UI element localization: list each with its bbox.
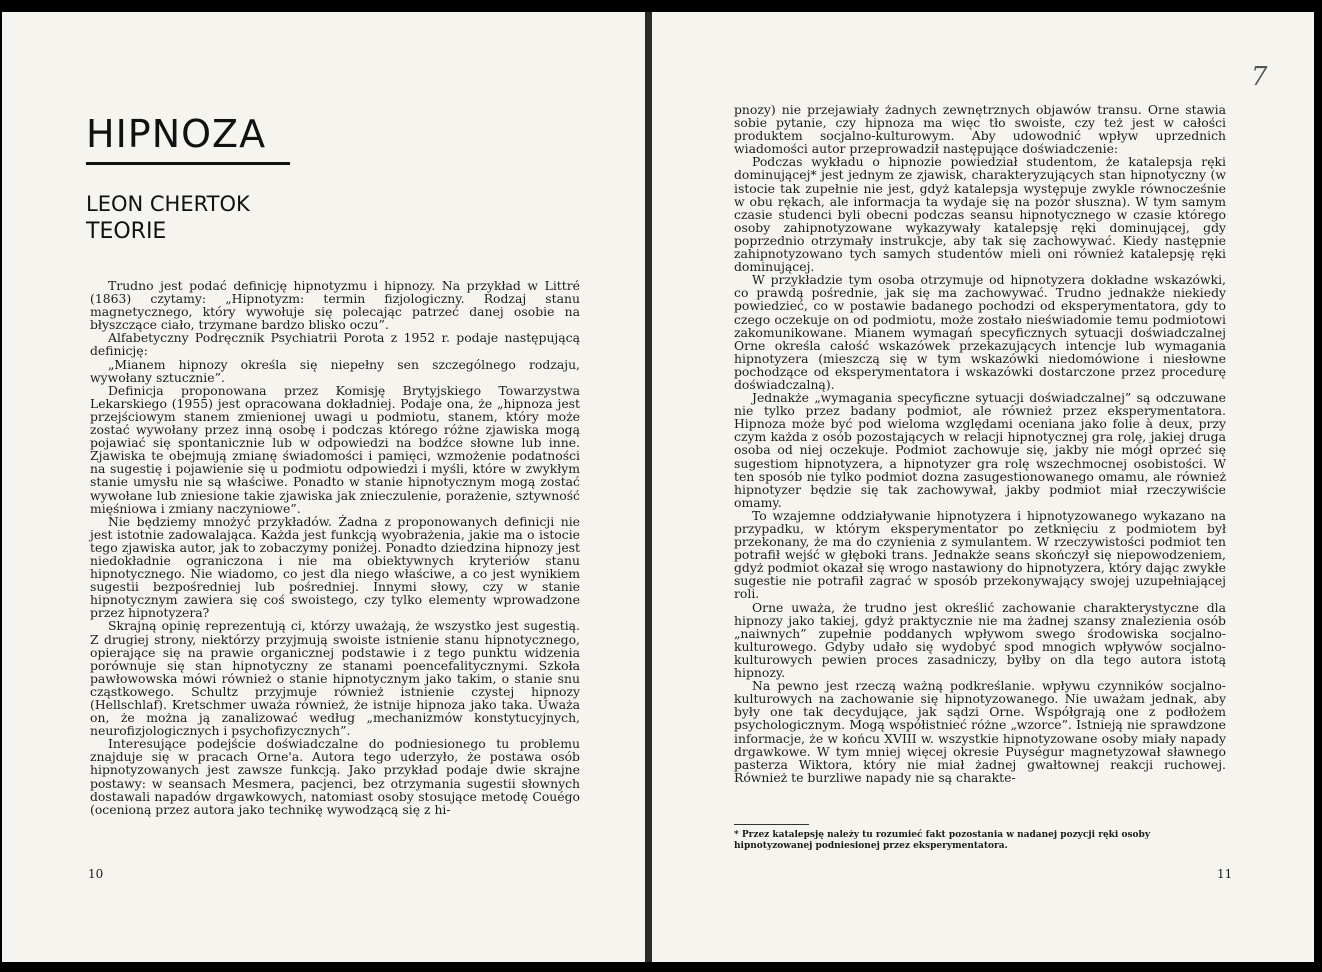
left-page <box>2 12 645 962</box>
paragraph: Alfabetyczny Podręcznik Psychiatrii Porota z 1952 r. podaje następującą definicję: <box>90 330 580 359</box>
footnote-divider <box>734 824 809 825</box>
paragraph: To wzajemne oddziaływanie hipnotyzera i hipnotyzowanego wykazano na przypadku, w którym eksperymentator po zetknięciu z podmiotem był przekonany, że ma do czynienia z symulantem. W rzeczywistości podmiot ten potrafił wejść w głęboki trans. Jednakże seans skończył się niepowodzeniem, gdyż podmiot okazał się wrogo nastawiony do hipnotyzera, który dając zwykłe sugestie nie potrafił zagrać w sposób przekonywający swojej uzupełniającej roli. <box>734 507 1226 602</box>
right-page <box>652 12 1314 962</box>
article-title: HIPNOZA <box>86 112 267 156</box>
right-body-text <box>734 103 1226 784</box>
paragraph: W przykładzie tym osoba otrzymuje od hipnotyzera dokładne wskazówki, co prawdą pośrednie, jak się ma zachowywać. Trudno jednakże niekiedy powiedzieć, co w postawie badanego pochodzi od eksperymentatora, gdy to czego oczekuje on od podmiotu, może zostało nieświadomie temu podmiotowi zakomunikowane. Mianem wymagań specyficznych sytuacji doświadczalnej Orne określa całość wskazówek przekazujących intencje lub wymagania hipnotyzera (mieszczą się w tym wskazówki niedomówione i niesłowne pochodzące od eksperymentatora i wskazówki dostarczone przez procedurę doświadczalną). <box>734 272 1226 392</box>
paragraph: Orne uważa, że trudno jest określić zachowanie charakterystyczne dla hipnozy jako takiej, gdyż praktycznie nie ma żadnej szansy znalezienia osób „naiwnych” zupełnie poddanych wpływom swego środowiska socjalno-kulturowego. Gdyby udało się wydobyć spod mnogich wpływów socjalno-kulturowych pewien proces zasadniczy, byłby on dla tego autora istotą hipnozy. <box>734 599 1226 681</box>
paragraph: Na pewno jest rzeczą ważną podkreślanie. wpływu czynników socjalno-kulturowych na zachowanie się hipnotyzowanego. Nie uważam jednak, aby były one tak decydujące, jak sądzi Orne. Współgrają one z podłożem psychologicznym. Mogą współistnieć różne „wzorce”. Istnieją nie sprawdzone informacje, że w końcu XVIII w. wszystkie hipnotyzowane osoby miały napady drgawkowe. W tym mniej więcej okresie Puységur magnetyzował sławnego pasterza Wiktora, który nie miał żadnej gwałtownej reakcji ruchowej. Również te burzliwe napady nie są charakte- <box>734 678 1226 785</box>
author-name: LEON CHERTOK <box>86 192 250 216</box>
paragraph: „Mianem hipnozy określa się niepełny sen szczególnego rodzaju, wywołany sztucznie”. <box>90 356 580 385</box>
paragraph: Interesujące podejście doświadczalne do podniesionego tu problemu znajduje się w pracach Orne'a. Autora tego uderzyło, że postawa osób hipnotyzowanych jest zawsze funkcją. Jako przykład podaje dwie skrajne postawy: w seansach Mesmera, pacjenci, bez otrzymania sugestii słownych dostawali napadów drgawkowych, natomiast osoby stosujące metodę Couégo (ocenioną przez autora jako technikę wywodzącą się z hi- <box>90 736 580 817</box>
title-underline <box>86 162 290 165</box>
page-number-left: 10 <box>88 867 104 881</box>
paragraph: Nie będziemy mnożyć przykładów. Żadna z proponowanych definicji nie jest istotnie zadowalająca. Każda jest funkcją wyobrażenia, jakie ma o istocie tego zjawiska autor, jak to zobaczymy poniżej. Ponadto dziedzina hipnozy jest niedokładnie ograniczona i nie ma obiektywnych kryteriów stanu hipnotycznego. Nie wiadomo, co jest dla niego właściwe, a co jest wynikiem sugestii bezpośredniej lub pośredniej. Innymi słowy, czy w stanie hipnotycznym zawiera się coś swoistego, czy tylko elementy wprowadzone przez hipnotyzera? <box>90 513 580 621</box>
book-gutter <box>645 12 652 962</box>
paragraph: Podczas wykładu o hipnozie powiedział studentom, że katalepsja ręki dominującej* jest jednym ze zjawisk, charakteryzujących stan hipnotyczny (w istocie tak zupełnie nie jest, gdyż katalepsja występuje zwykle równocześnie w obu rękach, ale informacja ta wydaje się na pozór słuszna). W tym samym czasie studenci byli obecni podczas seansu hipnotycznego w czasie którego osoby zahipnotyzowane wykazywały katalepsję ręki dominującej, gdy poprzednio otrzymały instrukcje, aby tak się zachowywać. Kiedy następnie zahipnotyzowano tych samych studentów mieli oni również katalepsję ręki dominującej. <box>734 154 1226 275</box>
page-number-right: 11 <box>1217 867 1233 881</box>
paragraph: Definicja proponowana przez Komisję Brytyjskiego Towarzystwa Lekarskiego (1955) jest opracowana dokładniej. Podaje ona, że „hipnoza jest przejściowym stanem zmienionej uwagi u podmiotu, stanem, który może zostać wywołany przez inną osobę i podczas którego różne zjawiska mogą pojawiać się spontanicznie lub w odpowiedzi na bodźce słowne lub inne. Zjawiska te obejmują zmianę świadomości i pamięci, wzmożenie podatności na sugestię i pojawienie się u podmiotu odpowiedzi i myśli, które w zwykłym stanie umysłu nie są właściwe. Ponadto w stanie hipnotycznym mogą zostać wywołane lub zniesione takie zjawiska jak znieczulenie, porażenie, sztywność mięśniowa i zmiany naczyniowe”. <box>90 382 580 516</box>
paragraph: Trudno jest podać definicję hipnotyzmu i hipnozy. Na przykład w Littré (1863) czytamy: „Hipnotyzm: termin fizjologiczny. Rodzaj stanu magnetycznego, który wywołuje się polecając patrzeć danej osobie na błyszczące ciało, trzymane bardzo blisko oczu”. <box>90 278 580 333</box>
paragraph: pnozy) nie przejawiały żadnych zewnętrznych objawów transu. Orne stawia sobie pytanie, czy hipnoza ma więc tło swoiste, czy też jest w całości produktem socjalno-kulturowym. Aby udowodnić wpływ uprzednich wiadomości autor przeprowadził następujące doświadczenie: <box>734 102 1226 157</box>
section-heading: TEORIE <box>86 219 167 244</box>
handwritten-page-mark: 7 <box>1251 62 1268 92</box>
paragraph: Jednakże „wymagania specyficzne sytuacji doświadczalnej” są odczuwane nie tylko przez badany podmiot, ale również przez eksperymentatora. Hipnoza może być pod wieloma względami oceniana jako folie à deux, przy czym każda z osób pozostających w relacji hipnotycznej gra rolę, jakiej druga osoba od niej oczekuje. Podmiot zachowuje się, jakby nie mógł oprzeć się sugestiom hipnotyzera, a hipnotyzer gra rolę wszechmocnej osobistości. W ten sposób nie tylko podmiot dozna zasugestionowanego omamu, ale również hipnotyzer będzie się tak zachowywał, jakby podmiot miał rzeczywiście omamy. <box>734 390 1226 510</box>
left-body-text <box>90 279 580 816</box>
paragraph: Skrajną opinię reprezentują ci, którzy uważają, że wszystko jest sugestią. Z drugiej strony, niektórzy przyjmują swoiste istnienie stanu hipnotycznego, opierające się na prawie organicznej podstawie i z tego punktu widzenia porównuje się stan hipnotyczny ze stanami poencefalitycznymi. Szkoła pawłowowska mówi również o stanie hipnotycznym jako takim, o stanie snu cząstkowego. Schultz przyjmuje również istnienie czystej hipnozy (Hellschlaf). Kretschmer uważa również, że istnije hipnoza jako taka. Uważa on, że można ją zanalizować według „mechanizmów konstytucyjnych, neurofizjologicznych i psychofizycznych”. <box>90 618 580 739</box>
footnote: * Przez katalepsję należy tu rozumieć fakt pozostania w nadanej pozycji ręki osoby hipnotyzowanej podniesionej przez eksperymentatora. <box>734 830 1151 851</box>
